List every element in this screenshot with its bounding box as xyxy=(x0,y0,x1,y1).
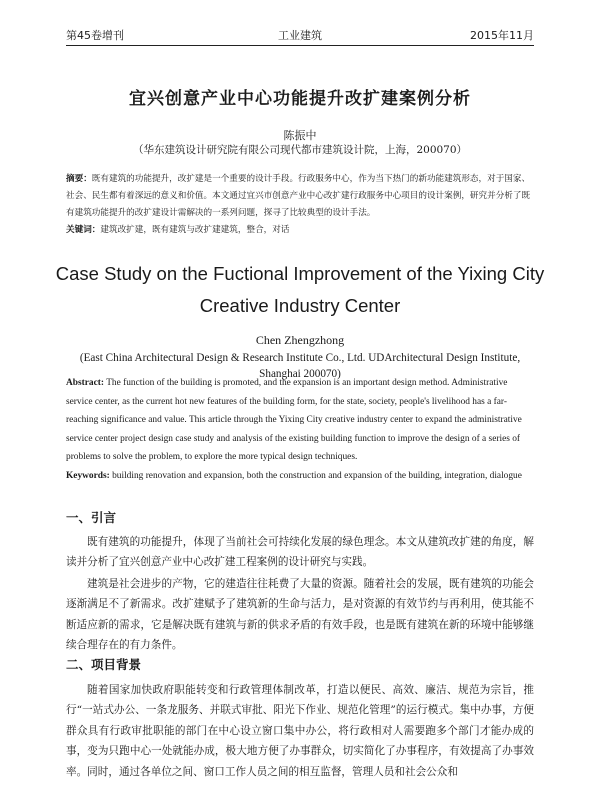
journal-name: 工业建筑 xyxy=(278,29,322,42)
english-title xyxy=(40,258,560,322)
section-1-paragraph-2: 建筑是社会进步的产物，它的建造往往耗费了大量的资源。随着社会的发展，既有建筑的功能会逐渐满足不了新需求。改扩建赋予了建筑新的生命与活力，是对资源的有效节约与再利用，使其能不断适应新的需求，它是解决既有建筑与新的供求矛盾的有效手段，也是既有建筑在新的环境中能够继续合理存在的有力条件。 xyxy=(66,578,534,652)
english-keywords xyxy=(66,467,534,486)
english-abstract-block xyxy=(66,374,534,485)
chinese-keywords xyxy=(66,222,534,239)
english-title-line-1: Case Study on the Fuctional Improvement of the Yixing City xyxy=(55,263,545,284)
chinese-abstract-text: 既有建筑的功能提升，改扩建是一个重要的设计手段。行政服务中心，作为当下热门的新功能建筑形态，对于国家、社会、民生都有着深远的意义和价值。本文通过宜兴市创意产业中心改扩建行政服务中心项目的设计案例，研究并分析了既有建筑功能提升的改扩建设计需解决的一系列问题，探寻了比较典型的设计手法。 xyxy=(66,174,531,218)
section-1-heading: 一、引言 xyxy=(66,510,117,525)
section-1-paragraph-1: 既有建筑的功能提升，体现了当前社会可持续化发展的绿色理念。本文从建筑改扩建的角度，解读并分析了宜兴创意产业中心改扩建工程案例的设计研究与实践。 xyxy=(66,536,534,569)
chinese-author: 陈振中 xyxy=(283,129,317,142)
chinese-abstract xyxy=(66,171,534,222)
english-title-line-2: Creative Industry Center xyxy=(199,295,401,316)
journal-volume: 第45卷增刊 xyxy=(66,29,124,42)
english-abstract xyxy=(66,374,534,467)
english-abstract-text: The function of the building is promoted, and the expansion is an important design method. Administrative service center, as the current hot new features of the building form, for the state, society, people's livelihood has a far-reaching significance and value. This article through the Yixing City creative industry center to expand the administrative service center project design case study and analysis of the existing building function to improve the design of a series of problems to solve the problem, to explore the more typical design techniques. xyxy=(66,378,522,462)
english-author: Chen Zhengzhong xyxy=(255,333,345,347)
chinese-keywords-text: 建筑改扩建，既有建筑与改扩建建筑，整合，对话 xyxy=(100,225,290,235)
chinese-abstract-label: 摘要： xyxy=(66,174,92,184)
english-keywords-label: Keywords: xyxy=(66,470,110,481)
chinese-abstract-block xyxy=(66,171,534,239)
issue-date: 2015年11月 xyxy=(470,29,534,42)
section-2-heading: 二、项目背景 xyxy=(66,657,142,672)
english-affiliation-line-2: Shanghai 200070) xyxy=(259,368,341,380)
english-keywords-text: building renovation and expansion, both the construction and expansion of the building, integration, dialogue xyxy=(112,470,522,481)
english-abstract-label: Abstract: xyxy=(66,378,105,388)
chinese-keywords-label: 关键词： xyxy=(66,225,101,235)
chinese-affiliation: （华东建筑设计研究院有限公司现代都市建筑设计院，上海，200070） xyxy=(132,144,468,156)
running-header xyxy=(66,27,534,46)
section-2-paragraph-1: 随着国家加快政府职能转变和行政管理体制改革，打造以便民、高效、廉洁、规范为宗旨，推行“一站式办公、一条龙服务、并联式审批、阳光下作业、规范化管理”的运行模式。集中办事，方便群众具有行政审批职能的部门在中心设立窗口集中办公，将行政相对人需要跑多个部门才能办成的事，变为只跑中心一处就能办成，极大地方便了办事群众，切实简化了办事程序，有效提高了办事效率。同时，通过各单位之间、窗口工作人员之间的相互监督，管理人员和社会公众和 xyxy=(66,684,534,778)
chinese-title: 宜兴创意产业中心功能提升改扩建案例分析 xyxy=(129,89,471,109)
english-affiliation-line-1: (East China Architectural Design & Research Institute Co., Ltd. UDArchitectural Design Institute, xyxy=(79,352,521,364)
